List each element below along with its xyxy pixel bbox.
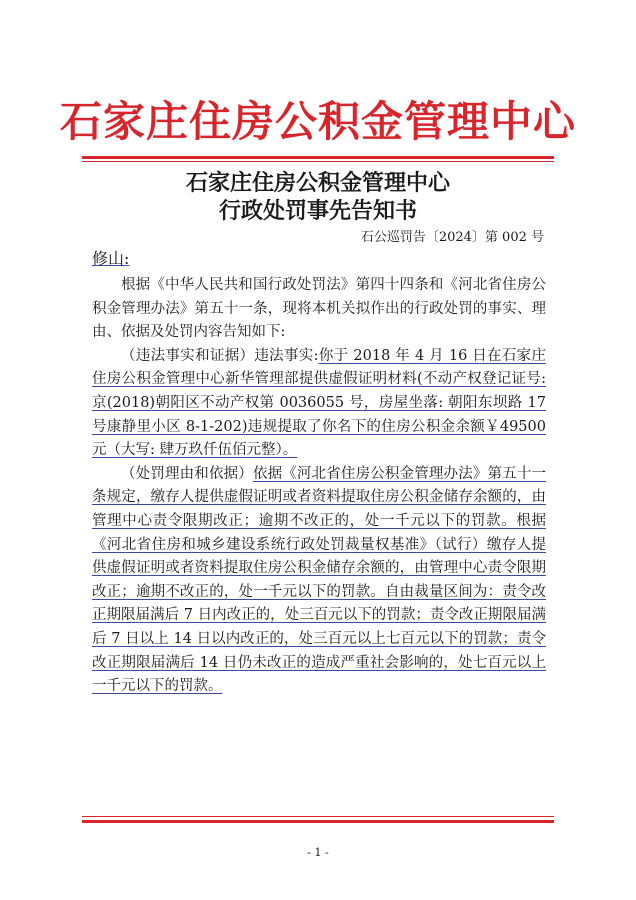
document-title-line2: 行政处罚事先告知书 xyxy=(218,198,417,224)
document-body xyxy=(92,274,546,699)
document-number: 石公巡罚告〔2024〕第 002 号 xyxy=(360,230,544,245)
letterhead-rule-thin xyxy=(82,161,554,162)
reasons-text: 依据《河北省住房公积金管理办法》第五十一条规定，缴存人提供虚假证明或者资料提取住房公积金储存余额的，由管理中心责令限期改正；逾期不改正的，处一千元以下的罚款。根据《河北省住房和城乡建设系统行政处罚裁量权基准》（试行）缴存人提供虚假证明或者资料提取住房公积金储存余额的，由管理中心责令限期改正；逾期不改正的，处一千元以下的罚款。自由裁量区间为：责令改正期限届满后 7 日内改正的，处三百元以下的罚款；责令改正期限届满后 7 日以上 14 日以内改正的，处三百元以上七百元以下的罚款；责令改正期限届满后 14 日仍未改正的造成严重社会影响的，处七百元以上一千元以下的罚款。 xyxy=(92,465,547,695)
facts-text: 你于 2018 年 4 月 16 日在石家庄住房公积金管理中心新华管理部提供虚假证明材料(不动产权登记证号:京(2018)朝阳区不动产权第 0036055 号，房屋坐落: 朝阳东坝路 17 号康静里小区 8-1-202)违规提取了你名下的住房公积金余额￥49500 元（大写: 肆万玖仟伍佰元整）。 xyxy=(92,347,547,459)
paragraph-legal-basis: 根据《中华人民共和国行政处罚法》第四十四条和《河北省住房公积金管理办法》第五十一条，现将本机关拟作出的行政处罚的事实、理由、依据及处罚内容告知如下: xyxy=(92,277,546,341)
paragraph-reasons xyxy=(92,463,546,699)
reasons-label: （处罚理由和依据） xyxy=(121,465,253,482)
letterhead-rule-thick xyxy=(82,156,554,159)
footer-rule-thin xyxy=(82,816,554,817)
page-number: - 1 - xyxy=(307,846,329,859)
facts-label: （违法事实和证据）违法事实: xyxy=(121,347,319,364)
addressee: 修山: xyxy=(92,249,130,268)
document-title-line1: 石家庄住房公积金管理中心 xyxy=(185,170,450,196)
footer-rule-thick xyxy=(82,820,554,823)
paragraph-facts xyxy=(92,345,546,463)
letterhead-title: 石家庄住房公积金管理中心 xyxy=(59,97,576,146)
